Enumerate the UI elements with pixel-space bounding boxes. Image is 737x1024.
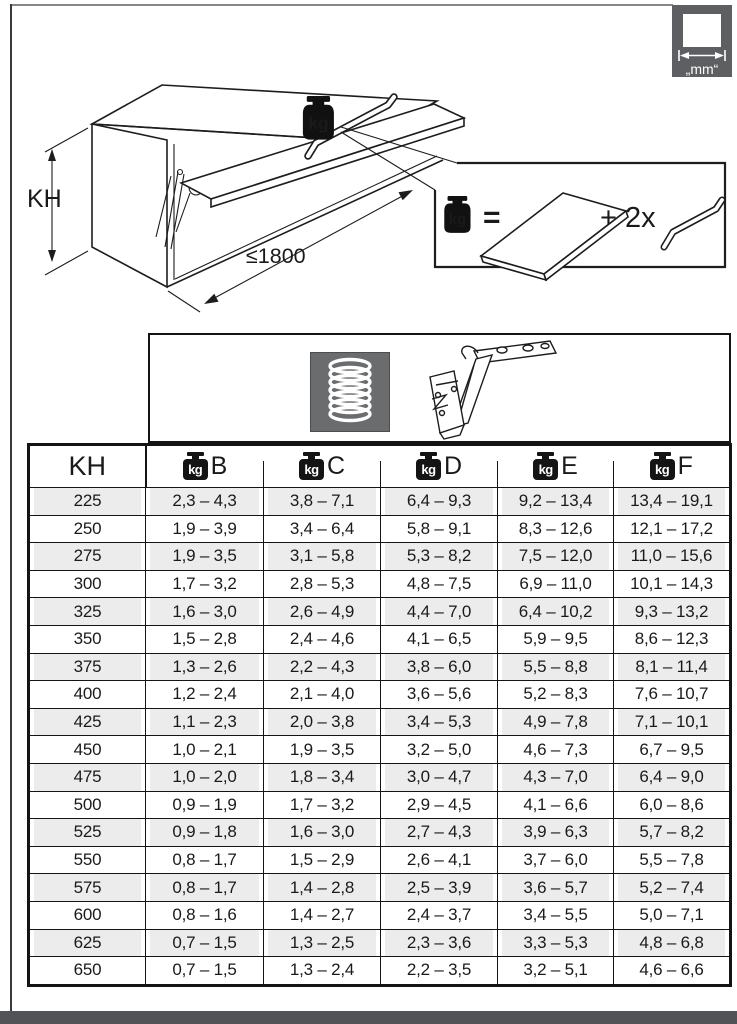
kh-value-cell: 300 bbox=[29, 570, 146, 598]
cabinet-diagram: kg KH ≤1800 = + 2x bbox=[0, 0, 737, 340]
weight-range-cell: 7,5 – 12,0 bbox=[498, 543, 614, 571]
weight-range-cell: 1,3 – 2,4 bbox=[264, 957, 381, 986]
weight-range-cell: 9,3 – 13,2 bbox=[614, 598, 731, 626]
table-row bbox=[29, 488, 731, 516]
equals-sign: = bbox=[483, 201, 501, 234]
weight-range-cell: 5,5 – 8,8 bbox=[498, 653, 614, 681]
spring-hinge-box bbox=[148, 333, 731, 443]
weight-range-cell: 4,6 – 7,3 bbox=[498, 736, 614, 764]
lift-up-fitting-arm-icon bbox=[402, 337, 562, 441]
kh-dimension bbox=[27, 128, 88, 275]
weight-range-cell: 1,4 – 2,7 bbox=[264, 901, 381, 929]
kg-weight-icon: kg bbox=[533, 459, 558, 480]
table-row bbox=[29, 515, 731, 543]
weight-range-cell: 5,8 – 9,1 bbox=[381, 515, 498, 543]
width-dimension bbox=[168, 190, 413, 312]
kh-value-cell: 225 bbox=[29, 488, 146, 516]
weight-range-cell: 5,2 – 7,4 bbox=[614, 874, 731, 902]
kh-value-cell: 575 bbox=[29, 874, 146, 902]
weight-equation-box bbox=[435, 163, 725, 280]
weight-range-cell: 0,8 – 1,7 bbox=[146, 874, 264, 902]
table-row bbox=[29, 819, 731, 847]
kh-value-cell: 250 bbox=[29, 515, 146, 543]
cabinet-left-face bbox=[92, 124, 167, 287]
table-row bbox=[29, 598, 731, 626]
table-row bbox=[29, 543, 731, 571]
weight-range-cell: 6,4 – 10,2 bbox=[498, 598, 614, 626]
weight-range-cell: 6,7 – 9,5 bbox=[614, 736, 731, 764]
kg-weight-icon: kg bbox=[299, 459, 324, 480]
weight-range-cell: 3,8 – 6,0 bbox=[381, 653, 498, 681]
column-header-b: kg B bbox=[146, 445, 264, 488]
table-row bbox=[29, 791, 731, 819]
cabinet-height-label: KH bbox=[27, 185, 62, 213]
kg-weight-icon: kg bbox=[650, 459, 675, 480]
page-footer-bar bbox=[0, 1011, 737, 1024]
spring-tile bbox=[310, 352, 390, 432]
table-row bbox=[29, 929, 731, 957]
weight-range-cell: 11,0 – 15,6 bbox=[614, 543, 731, 571]
weight-range-cell: 13,4 – 19,1 bbox=[614, 488, 731, 516]
weight-range-cell: 2,6 – 4,9 bbox=[264, 598, 381, 626]
weight-range-cell: 1,5 – 2,8 bbox=[146, 625, 264, 653]
table-row bbox=[29, 625, 731, 653]
cabinet-width-label: ≤1800 bbox=[246, 244, 306, 268]
table-row bbox=[29, 874, 731, 902]
load-capacity-table bbox=[27, 443, 732, 987]
weight-range-cell: 4,1 – 6,5 bbox=[381, 625, 498, 653]
handle-icon bbox=[664, 200, 722, 247]
weight-range-cell: 2,7 – 4,3 bbox=[381, 819, 498, 847]
weight-range-cell: 4,3 – 7,0 bbox=[498, 763, 614, 791]
weight-range-cell: 2,5 – 3,9 bbox=[381, 874, 498, 902]
weight-range-cell: 3,4 – 6,4 bbox=[264, 515, 381, 543]
weight-range-cell: 8,6 – 12,3 bbox=[614, 625, 731, 653]
weight-range-cell: 4,6 – 6,6 bbox=[614, 957, 731, 986]
weight-range-cell: 6,4 – 9,3 bbox=[381, 488, 498, 516]
weight-range-cell: 4,4 – 7,0 bbox=[381, 598, 498, 626]
weight-range-cell: 3,6 – 5,6 bbox=[381, 681, 498, 709]
weight-range-cell: 7,6 – 10,7 bbox=[614, 681, 731, 709]
weight-range-cell: 1,5 – 2,9 bbox=[264, 846, 381, 874]
plus-2x-label: + 2x bbox=[600, 202, 656, 234]
weight-range-cell: 0,7 – 1,5 bbox=[146, 957, 264, 986]
weight-range-cell: 3,4 – 5,5 bbox=[498, 901, 614, 929]
weight-range-cell: 7,1 – 10,1 bbox=[614, 708, 731, 736]
weight-range-cell: 0,7 – 1,5 bbox=[146, 929, 264, 957]
kh-value-cell: 650 bbox=[29, 957, 146, 986]
weight-range-cell: 6,4 – 9,0 bbox=[614, 763, 731, 791]
weight-range-cell: 1,6 – 3,0 bbox=[264, 819, 381, 847]
weight-range-cell: 0,9 – 1,9 bbox=[146, 791, 264, 819]
table-header-row bbox=[29, 445, 731, 488]
column-header-f: kg F bbox=[614, 445, 731, 488]
kg-weight-icon: kg bbox=[416, 459, 441, 480]
weight-range-cell: 4,8 – 6,8 bbox=[614, 929, 731, 957]
table-row bbox=[29, 681, 731, 709]
kh-value-cell: 325 bbox=[29, 598, 146, 626]
coil-spring-icon bbox=[311, 353, 389, 431]
weight-range-cell: 5,7 – 8,2 bbox=[614, 819, 731, 847]
weight-range-cell: 8,1 – 11,4 bbox=[614, 653, 731, 681]
table-row bbox=[29, 846, 731, 874]
weight-range-cell: 2,6 – 4,1 bbox=[381, 846, 498, 874]
weight-range-cell: 1,9 – 3,5 bbox=[264, 736, 381, 764]
table-row bbox=[29, 653, 731, 681]
table-body bbox=[29, 488, 731, 986]
weight-range-cell: 4,9 – 7,8 bbox=[498, 708, 614, 736]
column-header-kh: KH bbox=[29, 445, 146, 488]
weight-range-cell: 8,3 – 12,6 bbox=[498, 515, 614, 543]
weight-range-cell: 3,2 – 5,0 bbox=[381, 736, 498, 764]
weight-range-cell: 2,1 – 4,0 bbox=[264, 681, 381, 709]
weight-range-cell: 3,1 – 5,8 bbox=[264, 543, 381, 571]
weight-range-cell: 6,9 – 11,0 bbox=[498, 570, 614, 598]
weight-range-cell: 1,0 – 2,0 bbox=[146, 763, 264, 791]
weight-range-cell: 5,2 – 8,3 bbox=[498, 681, 614, 709]
weight-range-cell: 2,3 – 3,6 bbox=[381, 929, 498, 957]
weight-range-cell: 5,5 – 7,8 bbox=[614, 846, 731, 874]
kg-weight-icon: kg bbox=[183, 459, 208, 480]
weight-range-cell: 1,2 – 2,4 bbox=[146, 681, 264, 709]
equation-weight-icon bbox=[444, 196, 470, 233]
column-header-c: kg C bbox=[264, 445, 381, 488]
weight-range-cell: 10,1 – 14,3 bbox=[614, 570, 731, 598]
weight-range-cell: 12,1 – 17,2 bbox=[614, 515, 731, 543]
weight-range-cell: 1,8 – 3,4 bbox=[264, 763, 381, 791]
weight-range-cell: 9,2 – 13,4 bbox=[498, 488, 614, 516]
weight-range-cell: 3,9 – 6,3 bbox=[498, 819, 614, 847]
weight-range-cell: 3,4 – 5,3 bbox=[381, 708, 498, 736]
weight-range-cell: 2,3 – 4,3 bbox=[146, 488, 264, 516]
weight-range-cell: 4,8 – 7,5 bbox=[381, 570, 498, 598]
weight-range-cell: 0,8 – 1,7 bbox=[146, 846, 264, 874]
weight-range-cell: 1,4 – 2,8 bbox=[264, 874, 381, 902]
weight-range-cell: 2,4 – 4,6 bbox=[264, 625, 381, 653]
weight-range-cell: 1,0 – 2,1 bbox=[146, 736, 264, 764]
column-header-e: kg E bbox=[498, 445, 614, 488]
weight-range-cell: 2,2 – 3,5 bbox=[381, 957, 498, 986]
weight-range-cell: 1,9 – 3,9 bbox=[146, 515, 264, 543]
column-header-d: kg D bbox=[381, 445, 498, 488]
weight-range-cell: 5,0 – 7,1 bbox=[614, 901, 731, 929]
kh-value-cell: 275 bbox=[29, 543, 146, 571]
table-row bbox=[29, 957, 731, 986]
weight-range-cell: 3,6 – 5,7 bbox=[498, 874, 614, 902]
weight-range-cell: 1,1 – 2,3 bbox=[146, 708, 264, 736]
weight-range-cell: 2,4 – 3,7 bbox=[381, 901, 498, 929]
weight-range-cell: 3,0 – 4,7 bbox=[381, 763, 498, 791]
kh-value-cell: 400 bbox=[29, 681, 146, 709]
kh-value-cell: 525 bbox=[29, 819, 146, 847]
weight-range-cell: 2,9 – 4,5 bbox=[381, 791, 498, 819]
kh-value-cell: 475 bbox=[29, 763, 146, 791]
kh-value-cell: 450 bbox=[29, 736, 146, 764]
weight-range-cell: 4,1 – 6,6 bbox=[498, 791, 614, 819]
weight-range-cell: 5,3 – 8,2 bbox=[381, 543, 498, 571]
unit-label: „mm“ bbox=[685, 61, 719, 77]
weight-range-cell: 1,3 – 2,6 bbox=[146, 653, 264, 681]
kh-value-cell: 600 bbox=[29, 901, 146, 929]
weight-range-cell: 1,7 – 3,2 bbox=[146, 570, 264, 598]
weight-range-cell: 2,0 – 3,8 bbox=[264, 708, 381, 736]
weight-range-cell: 0,9 – 1,8 bbox=[146, 819, 264, 847]
weight-range-cell: 3,2 – 5,1 bbox=[498, 957, 614, 986]
kh-value-cell: 625 bbox=[29, 929, 146, 957]
weight-range-cell: 3,8 – 7,1 bbox=[264, 488, 381, 516]
table-row bbox=[29, 901, 731, 929]
kh-value-cell: 500 bbox=[29, 791, 146, 819]
weight-range-cell: 3,7 – 6,0 bbox=[498, 846, 614, 874]
weight-range-cell: 2,8 – 5,3 bbox=[264, 570, 381, 598]
weight-range-cell: 1,9 – 3,5 bbox=[146, 543, 264, 571]
kh-value-cell: 350 bbox=[29, 625, 146, 653]
weight-range-cell: 2,2 – 4,3 bbox=[264, 653, 381, 681]
weight-range-cell: 0,8 – 1,6 bbox=[146, 901, 264, 929]
table-row bbox=[29, 708, 731, 736]
weight-range-cell: 1,6 – 3,0 bbox=[146, 598, 264, 626]
table-row bbox=[29, 570, 731, 598]
weight-range-cell: 3,3 – 5,3 bbox=[498, 929, 614, 957]
kh-value-cell: 375 bbox=[29, 653, 146, 681]
table-row bbox=[29, 736, 731, 764]
table-row bbox=[29, 763, 731, 791]
weight-range-cell: 1,7 – 3,2 bbox=[264, 791, 381, 819]
kh-value-cell: 425 bbox=[29, 708, 146, 736]
kh-value-cell: 550 bbox=[29, 846, 146, 874]
weight-range-cell: 5,9 – 9,5 bbox=[498, 625, 614, 653]
weight-range-cell: 6,0 – 8,6 bbox=[614, 791, 731, 819]
weight-range-cell: 1,3 – 2,5 bbox=[264, 929, 381, 957]
